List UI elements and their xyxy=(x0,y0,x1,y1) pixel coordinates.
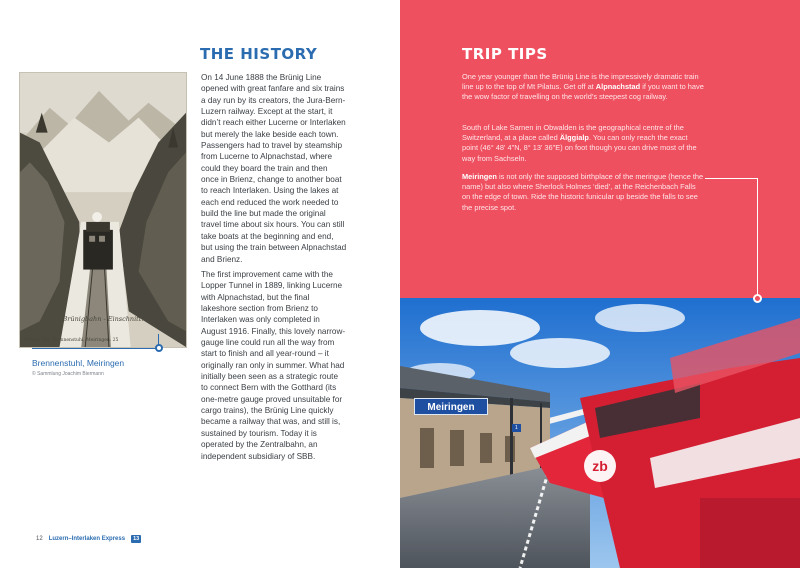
trip-tips-panel xyxy=(400,0,800,298)
history-paragraph-1: On 14 June 1888 the Brünig Line opened with great fanfare and six trains a day run by its creators, the Jura-Bern-Luzern railway. Except at the start, it didn’t reach either Lucerne or Interlaken but merely the lake beside each town. Passengers had to travel by steamship from Lucerne to Alpnachstad, where could they board the train and then once in Brienz, change to another boat to reach Interlaken. Using the lakes at each end reduced the work needed to build the line but made the original travel time about six hours. You can still take boats at the beginning and end, but using the train between Alpnachstad and Brienz. xyxy=(201,73,347,264)
photo-caption-title: Brennenstuhl, Meiringen xyxy=(32,358,125,368)
zb-train-logo: zb xyxy=(592,458,608,474)
photo-caption-credit: © Sammlung Joachim Biermann xyxy=(32,371,104,377)
trip-tip-1-place: Alpnachstad xyxy=(595,82,641,92)
footer-title: Luzern–Interlaken Express xyxy=(48,536,126,542)
trip-tip-2-text-b: . You can only reach the exact point (46° 48' 4"N, 8° 13' 36"E) on foot though you can drive most of the way from Sachseln. xyxy=(462,133,697,163)
trip-tip-2-place: Älggialp xyxy=(559,133,589,143)
station-sign: Meiringen xyxy=(414,398,488,415)
footer-page-badge: 13 xyxy=(133,536,140,542)
train-photo-illustration xyxy=(400,298,800,568)
trip-tip-3 xyxy=(462,172,704,213)
train-photo xyxy=(400,298,800,568)
photo-inline-caption: Brünigbahn - Einschnitt. xyxy=(62,315,144,323)
trip-tip-1 xyxy=(462,72,704,103)
trip-tips-heading: TRIP TIPS xyxy=(462,45,548,63)
trip-tip-1-text-a: One year younger than the Brünig Line is the impressively dramatic train line up to the top of Mt Pilatus. Get off at xyxy=(462,72,699,92)
footer-page-number: 12 xyxy=(36,536,43,542)
historic-photo-illustration xyxy=(20,73,186,347)
page-footer xyxy=(36,535,141,543)
photo-publisher-text: Verlag: Chr. Brennenstuhl, Meiringen. 25 xyxy=(24,338,119,343)
trip-tip-3-place: Meiringen xyxy=(462,172,497,181)
tips-marker-dot xyxy=(753,294,762,303)
tips-connector-vertical xyxy=(757,178,758,298)
caption-marker-dot xyxy=(155,344,163,352)
tips-connector-horizontal xyxy=(705,178,757,179)
trip-tip-2-text-a: South of Lake Sarnen in Obwalden is the geographical centre of the Switzerland, at a place called xyxy=(462,123,684,143)
platform-sign: 1 xyxy=(512,424,521,432)
trip-tip-1-text-b: if you want to have the wow factor of travelling on the world’s steepest cog railway. xyxy=(462,82,704,102)
history-heading: THE HISTORY xyxy=(200,45,318,63)
caption-connector-line xyxy=(32,348,158,349)
historic-photo xyxy=(19,72,187,348)
trip-tip-2 xyxy=(462,123,704,164)
history-paragraph-2: The first improvement came with the Lopper Tunnel in 1889, linking Lucerne with Alpnachstad, but the final lakeshore section from Brienz to Interlaken was only completed in August 1916. Finally, this lovely narrow-gauge line could run all the way from start to finish and all year-round – it originally ran only in summer. What had initially been seen as a strategic route to connect Bern with the Gotthard (its one-metre gauge proved unsuitable for cargo trains), the Brünig Line quickly became a railway that was, and still is, sustained by tourism. Today it is operated by the Zentralbahn, an independent subsidiary of SBB. xyxy=(201,270,346,461)
trip-tip-3-text-b: is not only the supposed birthplace of the meringue (hence the name) but also where Sherlock Holmes ‘died’, at the Reichenbach Falls on the edge of town. Ride the historic funicular up beside the falls to see the precise spot. xyxy=(462,172,704,212)
